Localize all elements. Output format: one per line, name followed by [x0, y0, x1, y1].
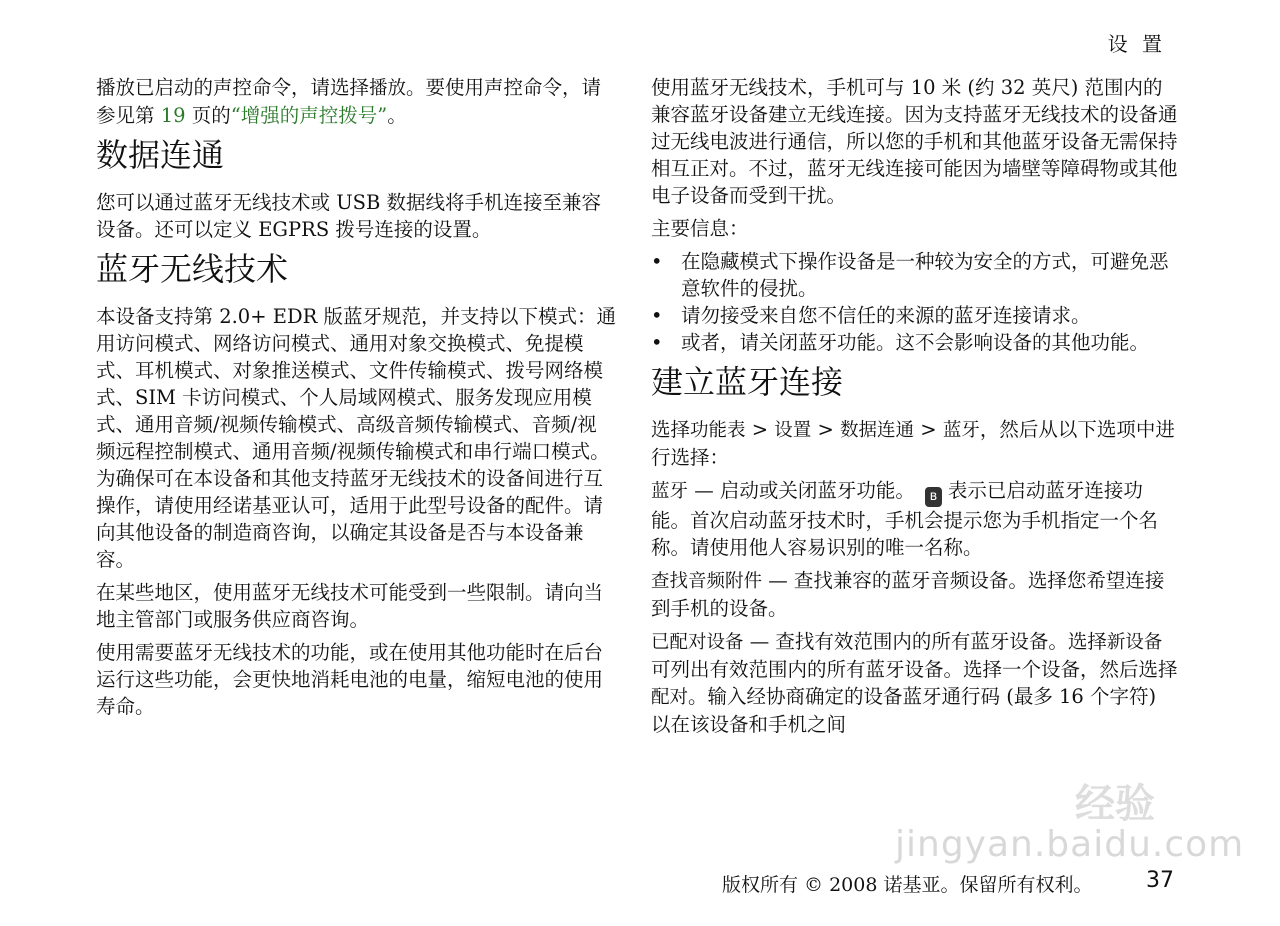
watermark: [895, 772, 1245, 868]
menu-path-paragraph: 选择功能表 > 设置 > 数据连通 > 蓝牙，然后从以下选项中进行选择：: [651, 418, 1175, 469]
data-connectivity-paragraph: 您可以通过蓝牙无线技术或 USB 数据线将手机连接至兼容设备。还可以定义 EGPRS 拨号连接的设置。: [96, 191, 602, 241]
watermark-logo: 经验: [1075, 781, 1155, 827]
paired-devices-term: 已配对设备: [651, 632, 744, 653]
bluetooth-profiles-paragraph: 本设备支持第 2.0+ EDR 版蓝牙规范，并支持以下模式：通用访问模式、网络访问模式、通用对象交换模式、免提模式、耳机模式、对象推送模式、文件传输模式、拨号网络模式、SIM 卡访问模式、个人局域网模式、服务发现应用模式、通用音频/视频传输模式、高级音频传输模式、音频/视频远程控制模式、通用音频/视频传输模式和串行端口模式。为确保可在本设备和其他支持蓝牙无线技术的设备间进行互操作，请使用经诺基亚认可，适用于此型号设备的配件。请向其他设备的制造商咨询，以确定其设备是否与本设备兼容。: [96, 305, 616, 571]
left-column: [96, 74, 616, 726]
list-item: • 在隐藏模式下操作设备是一种较为安全的方式，可避免恶意软件的侵扰。: [651, 248, 1181, 302]
heading-bluetooth: 蓝牙无线技术: [96, 250, 289, 288]
watermark-text: jingyan.baidu.com: [895, 824, 1245, 865]
page-ref[interactable]: 19: [160, 104, 186, 127]
menu-item-bluetooth: 蓝牙: [942, 420, 980, 441]
copyright-footer: 版权所有 © 2008 诺基亚。保留所有权利。: [722, 874, 1093, 896]
key-info-label: 主要信息：: [651, 217, 749, 240]
menu-item-menu: 功能表: [690, 420, 746, 441]
bluetooth-option-paragraph: 蓝牙 — 启动或关闭蓝牙功能。 ʙ 表示已启动蓝牙连接功能。首次启动蓝牙技术时，手机会提示您为手机指定一个名称。请使用他人容易识别的唯一名称。: [651, 479, 1159, 559]
page-number: 37: [1146, 868, 1174, 893]
bluetooth-range-paragraph: 使用蓝牙无线技术，手机可与 10 米 (约 32 英尺) 范围内的兼容蓝牙设备建立无线连接。因为支持蓝牙无线技术的设备通过无线电波进行通信，所以您的手机和其他蓝牙设备无需保持相互正对。不过，蓝牙无线连接可能因为墙壁等障碍物或其他电子设备而受到干扰。: [651, 76, 1178, 207]
section-header: 设 置: [1107, 32, 1166, 56]
list-item: • 请勿接受来自您不信任的来源的蓝牙连接请求。: [651, 302, 1181, 329]
bluetooth-restrictions-paragraph: 在某些地区，使用蓝牙无线技术可能受到一些限制。请向当地主管部门或服务供应商咨询。: [96, 581, 604, 631]
menu-item-settings: 设置: [774, 420, 812, 441]
list-item: • 或者，请关闭蓝牙功能。这不会影响设备的其他功能。: [651, 329, 1181, 356]
heading-data-connectivity: 数据连通: [96, 136, 225, 174]
play-option: 播放: [369, 78, 407, 99]
bluetooth-term: 蓝牙: [651, 481, 689, 502]
paired-devices-paragraph: 已配对设备 — 查找有效范围内的所有蓝牙设备。选择新设备可列出有效范围内的所有蓝牙设备。选择一个设备，然后选择配对。输入经协商确定的设备蓝牙通行码 (最多 16 个字符) 以在该设备和手机之间: [651, 630, 1178, 736]
heading-establish-connection: 建立蓝牙连接: [651, 363, 844, 401]
new-device-term: 新设备: [1106, 632, 1163, 653]
audio-accessory-paragraph: 查找音频附件 — 查找兼容的蓝牙音频设备。选择您希望连接到手机的设备。: [651, 569, 1165, 620]
menu-item-connectivity: 数据连通: [840, 420, 915, 441]
intro-paragraph: 播放已启动的声控命令，请选择播放。要使用声控命令，请参见第 19 页的“增强的声控拨号”。: [96, 76, 602, 127]
audio-accessory-term: 查找音频附件: [651, 571, 763, 592]
bluetooth-icon: ʙ: [925, 487, 942, 507]
bluetooth-battery-paragraph: 使用需要蓝牙无线技术的功能，或在使用其他功能时在后台运行这些功能，会更快地消耗电池的电量，缩短电池的使用寿命。: [96, 641, 604, 718]
voice-dialing-link[interactable]: “增强的声控拨号”: [230, 104, 388, 127]
pair-term: 配对: [651, 687, 689, 708]
key-info-list: [651, 248, 1181, 356]
right-column: [651, 74, 1181, 744]
